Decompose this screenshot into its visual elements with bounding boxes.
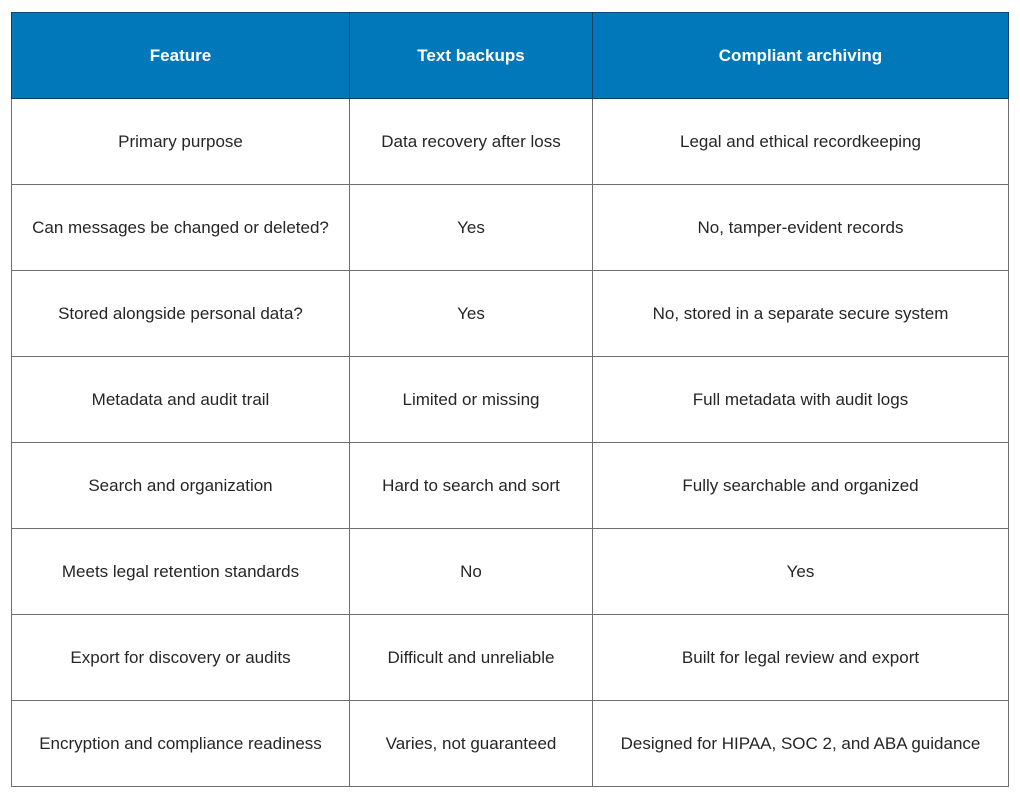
cell-compliant-archiving: Full metadata with audit logs	[593, 357, 1009, 443]
comparison-table	[11, 12, 1009, 787]
cell-compliant-archiving: No, tamper-evident records	[593, 185, 1009, 271]
table-row	[12, 357, 1009, 443]
cell-compliant-archiving: Yes	[593, 529, 1009, 615]
cell-compliant-archiving: Fully searchable and organized	[593, 443, 1009, 529]
cell-feature: Encryption and compliance readiness	[12, 701, 350, 787]
header-row	[12, 13, 1009, 99]
cell-text-backups: Yes	[350, 185, 593, 271]
cell-compliant-archiving: No, stored in a separate secure system	[593, 271, 1009, 357]
cell-text-backups: Difficult and unreliable	[350, 615, 593, 701]
table-row	[12, 99, 1009, 185]
cell-compliant-archiving: Legal and ethical recordkeeping	[593, 99, 1009, 185]
cell-text-backups: Yes	[350, 271, 593, 357]
cell-compliant-archiving: Designed for HIPAA, SOC 2, and ABA guidance	[593, 701, 1009, 787]
cell-feature: Can messages be changed or deleted?	[12, 185, 350, 271]
table-row	[12, 271, 1009, 357]
cell-text-backups: Hard to search and sort	[350, 443, 593, 529]
table-row	[12, 185, 1009, 271]
cell-feature: Stored alongside personal data?	[12, 271, 350, 357]
table-body	[12, 99, 1009, 787]
comparison-table-container	[11, 12, 1008, 787]
table-row	[12, 443, 1009, 529]
cell-compliant-archiving: Built for legal review and export	[593, 615, 1009, 701]
cell-feature: Search and organization	[12, 443, 350, 529]
cell-text-backups: No	[350, 529, 593, 615]
table-row	[12, 701, 1009, 787]
header-feature: Feature	[12, 13, 350, 99]
table-header	[12, 13, 1009, 99]
table-row	[12, 529, 1009, 615]
header-text-backups: Text backups	[350, 13, 593, 99]
cell-feature: Meets legal retention standards	[12, 529, 350, 615]
header-compliant-archiving: Compliant archiving	[593, 13, 1009, 99]
cell-text-backups: Varies, not guaranteed	[350, 701, 593, 787]
table-row	[12, 615, 1009, 701]
cell-feature: Metadata and audit trail	[12, 357, 350, 443]
cell-feature: Export for discovery or audits	[12, 615, 350, 701]
cell-text-backups: Limited or missing	[350, 357, 593, 443]
cell-text-backups: Data recovery after loss	[350, 99, 593, 185]
cell-feature: Primary purpose	[12, 99, 350, 185]
